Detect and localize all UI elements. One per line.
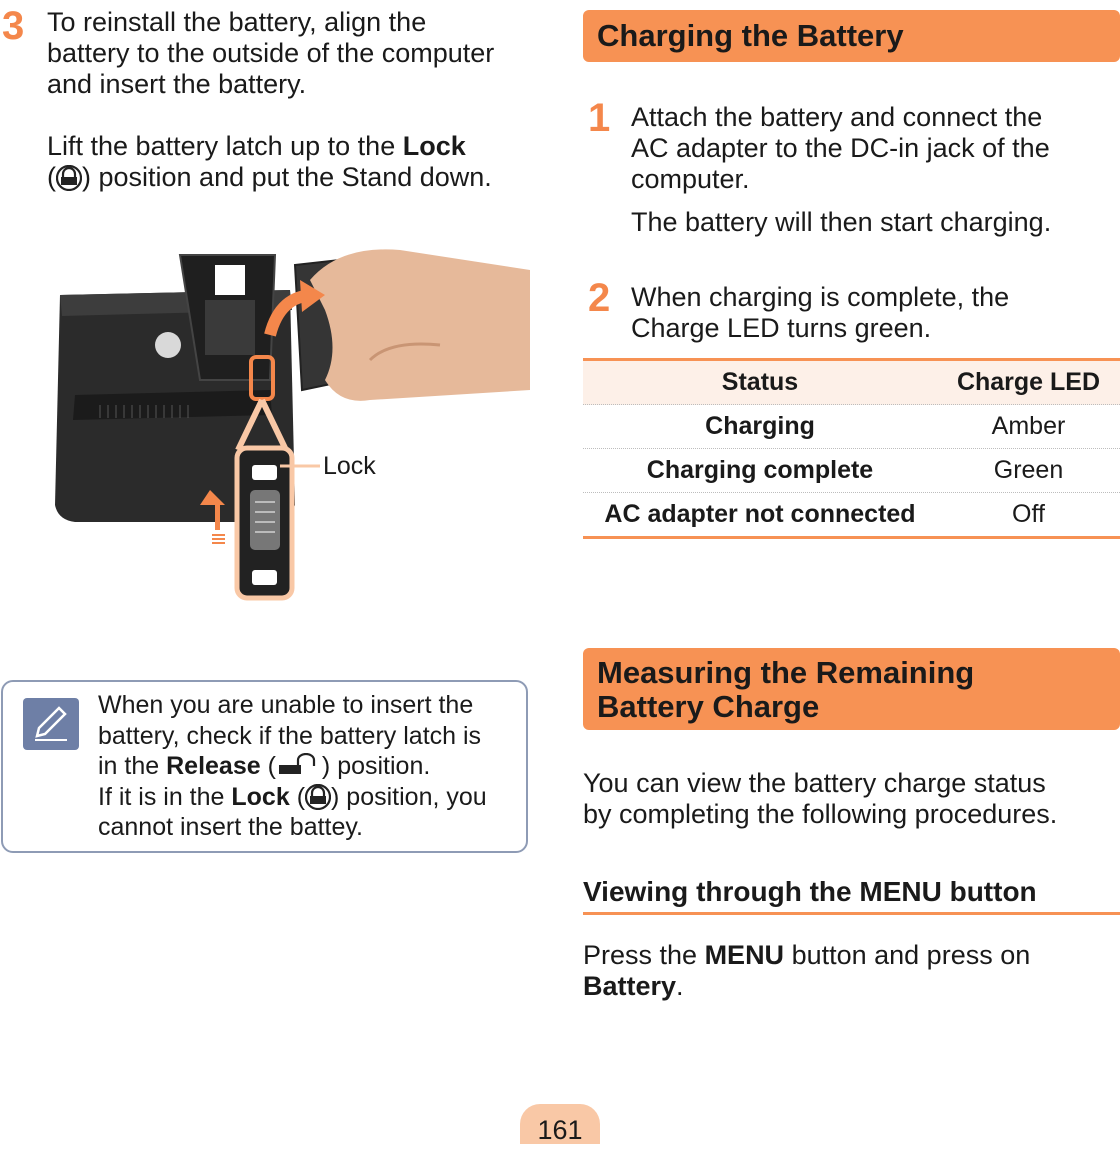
- text-line: cannot insert the battey.: [98, 813, 363, 841]
- hand: [310, 249, 530, 400]
- text-line: When charging is complete, the: [631, 282, 1010, 312]
- status-cell: AC adapter not connected: [604, 500, 916, 528]
- step-1-text: [631, 102, 1111, 238]
- status-cell: Charging: [705, 412, 815, 440]
- text-line: AC adapter to the DC-in jack of the: [631, 133, 1050, 163]
- charging-heading: [583, 10, 1120, 62]
- text-line: [583, 971, 1120, 1002]
- note-box: [1, 680, 528, 853]
- text-line: [98, 751, 528, 782]
- column-header: Charge LED: [956, 368, 1101, 396]
- bold-term: Release: [166, 752, 261, 780]
- text-run: in the: [98, 752, 167, 780]
- heading-text: Charging the Battery: [597, 18, 904, 53]
- step-number: 3: [2, 4, 25, 48]
- table-row: [583, 493, 1120, 536]
- sub-heading: Viewing through the MENU button: [583, 876, 1120, 915]
- lock-icon: [56, 165, 82, 191]
- text-run: Lift the battery latch up to the: [47, 131, 403, 161]
- text-line: You can view the battery charge status: [583, 768, 1046, 798]
- text-line: computer.: [631, 164, 750, 194]
- column-header: Status: [721, 368, 799, 396]
- text-run: button and press on: [784, 940, 1031, 970]
- bold-term: MENU: [704, 940, 785, 970]
- text-line: To reinstall the battery, align the: [47, 7, 427, 37]
- text-line: battery to the outside of the computer: [47, 38, 495, 68]
- text-line: [47, 131, 537, 162]
- text-run: ) position.: [321, 752, 431, 780]
- text-line: When you are unable to insert the: [98, 691, 474, 719]
- note-text: [98, 690, 528, 843]
- text-run: (: [289, 782, 306, 811]
- step-2-text: [631, 282, 1111, 344]
- text-line: Attach the battery and connect the: [631, 102, 1043, 132]
- table-row: [583, 405, 1120, 449]
- measuring-heading: [583, 648, 1120, 730]
- text-line: and insert the battery.: [47, 69, 307, 99]
- battery-install-figure: [40, 240, 530, 605]
- lock-label: Lock: [323, 452, 376, 480]
- text-run: .: [676, 971, 684, 1001]
- table-header-row: [583, 361, 1120, 405]
- text-run: Press the: [583, 940, 705, 970]
- heading-line: Battery Charge: [597, 689, 820, 724]
- charge-led-table: [583, 358, 1120, 539]
- text-line: [98, 782, 528, 813]
- logo-badge: [155, 332, 181, 358]
- measuring-intro: [583, 768, 1120, 830]
- step-3-text: [47, 7, 537, 100]
- text-line: Charge LED turns green.: [631, 313, 932, 343]
- status-cell: Charging complete: [646, 456, 874, 484]
- text-run: (: [47, 162, 56, 192]
- text-line: battery, check if the battery latch is: [98, 721, 482, 750]
- lift-instruction: [47, 131, 537, 193]
- step-number: 1: [588, 96, 611, 140]
- text-line: by completing the following procedures.: [583, 799, 1058, 829]
- text-line: [47, 162, 537, 193]
- text-run: ) position, you: [331, 782, 487, 811]
- text-run: ) position and put the Stand down.: [82, 162, 492, 192]
- lock-icon: [305, 784, 331, 810]
- unlock-icon: [276, 753, 322, 779]
- text-line: The battery will then start charging.: [631, 207, 1052, 237]
- note-icon: [23, 698, 79, 750]
- page-number: 161: [520, 1104, 600, 1144]
- bold-term: Battery: [583, 971, 677, 1001]
- led-cell: Off: [1012, 500, 1045, 528]
- bold-term: Lock: [402, 131, 466, 161]
- text-line: [583, 940, 1120, 971]
- led-cell: Green: [993, 456, 1064, 484]
- text-run: If it is in the: [98, 782, 232, 811]
- led-cell: Amber: [991, 412, 1066, 440]
- step-number: 2: [588, 276, 611, 320]
- heading-line: Measuring the Remaining: [597, 655, 975, 690]
- table-row: [583, 449, 1120, 493]
- text-run: (: [260, 752, 276, 780]
- press-instruction: [583, 940, 1120, 1002]
- bold-term: Lock: [231, 782, 290, 811]
